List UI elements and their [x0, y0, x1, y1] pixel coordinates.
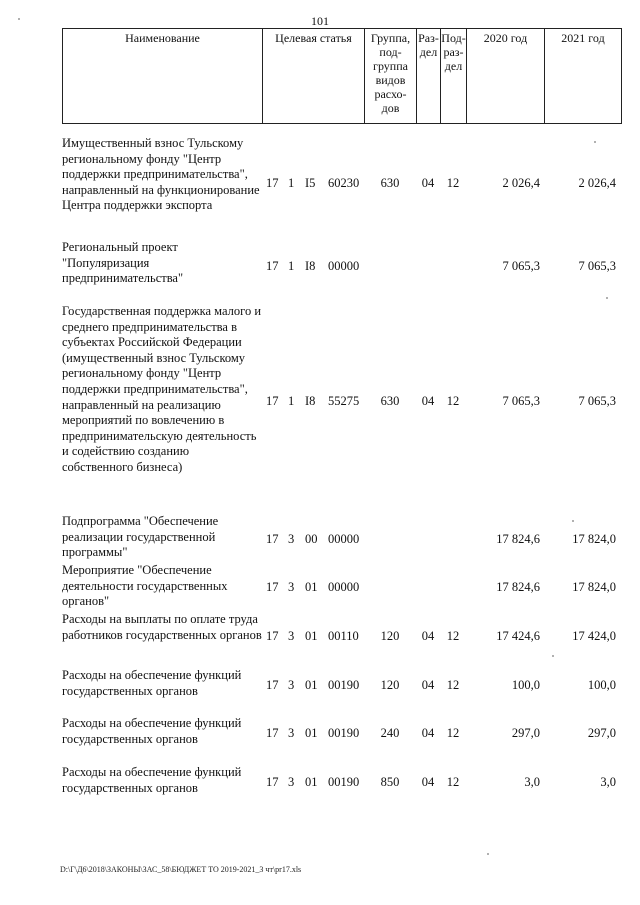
header-subsection: Под- раз- дел — [441, 29, 467, 123]
header-name: Наименование — [63, 29, 263, 123]
row-name: Расходы на выплаты по оплате труда работников государственных органов — [62, 612, 262, 642]
code-1: 17 — [266, 629, 279, 643]
row-name: Расходы на обеспечение функций государственных органов — [62, 765, 242, 795]
row-name: Имущественный взнос Тульскому региональному фонду "Центр поддержки предпринимательства", направленный на функционирование Центра поддержки экспорта — [62, 136, 260, 213]
code-1: 17 — [266, 394, 279, 408]
code-1: 17 — [266, 259, 279, 273]
header-section: Раз- дел — [417, 29, 441, 123]
subsection-code: 12 — [446, 726, 460, 740]
section-code: 04 — [421, 629, 435, 643]
scan-speck — [594, 141, 596, 143]
code-4: 00110 — [328, 629, 359, 643]
group-code: 630 — [380, 394, 400, 408]
code-4: 60230 — [328, 176, 360, 190]
code-4: 55275 — [328, 394, 360, 408]
code-3: 01 — [305, 726, 318, 740]
group-code: 120 — [380, 678, 400, 692]
amount-2021: 17 424,0 — [572, 629, 616, 643]
group-code: 630 — [380, 176, 400, 190]
amount-2021: 7 065,3 — [578, 394, 616, 408]
code-2: 3 — [288, 678, 295, 692]
row-name: Государственная поддержка малого и среднего предпринимательства в субъектах Российской Федерации (имущественный взнос Тульскому региональному фонду "Центр поддержки предпринимательства", направленный на реализацию мероприятий по вовлечению в предпринимательскую деятельность и содействию созданию собственного бизнеса) — [62, 304, 262, 474]
code-2: 3 — [288, 726, 295, 740]
row-name: Мероприятие "Обеспечение деятельности государственных органов" — [62, 563, 228, 609]
code-3: 01 — [305, 629, 318, 643]
header-group: Группа, под- группа видов расхо- дов — [365, 29, 417, 123]
amount-2020: 3,0 — [524, 775, 540, 789]
header-target-article: Целевая статья — [263, 29, 365, 123]
scan-speck — [606, 297, 608, 299]
code-1: 17 — [266, 775, 279, 789]
code-3: I8 — [305, 394, 316, 408]
code-4: 00190 — [328, 678, 360, 692]
amount-2020: 297,0 — [511, 726, 540, 740]
amount-2021: 297,0 — [587, 726, 616, 740]
code-1: 17 — [266, 678, 279, 692]
amount-2020: 17 424,6 — [496, 629, 540, 643]
code-1: 17 — [266, 580, 279, 594]
section-code: 04 — [421, 678, 435, 692]
code-4: 00000 — [328, 580, 360, 594]
amount-2021: 7 065,3 — [578, 259, 616, 273]
scan-speck — [552, 655, 554, 657]
file-path-footer: D:\Г\Д6\2018\ЗАКОНЫ\ЗАС_58\БЮДЖЕТ ТО 2019-2021_3 чт\pr17.xls — [60, 865, 302, 874]
amount-2020: 17 824,6 — [496, 532, 540, 546]
code-3: 01 — [305, 580, 318, 594]
code-2: 1 — [288, 259, 295, 273]
code-1: 17 — [266, 532, 279, 546]
code-2: 1 — [288, 394, 295, 408]
row-name: Расходы на обеспечение функций государственных органов — [62, 668, 242, 698]
subsection-code: 12 — [446, 176, 460, 190]
amount-2020: 7 065,3 — [502, 259, 540, 273]
row-name: Региональный проект "Популяризация предпринимательства" — [62, 240, 184, 286]
code-2: 3 — [288, 629, 295, 643]
subsection-code: 12 — [446, 394, 460, 408]
code-4: 00000 — [328, 532, 360, 546]
table-header — [62, 28, 622, 124]
code-2: 3 — [288, 580, 295, 594]
scan-speck — [572, 520, 574, 522]
amount-2021: 3,0 — [600, 775, 616, 789]
code-1: 17 — [266, 726, 279, 740]
code-3: 01 — [305, 678, 318, 692]
amount-2020: 7 065,3 — [502, 394, 540, 408]
amount-2021: 17 824,0 — [572, 532, 616, 546]
subsection-code: 12 — [446, 775, 460, 789]
code-2: 3 — [288, 775, 295, 789]
amount-2020: 2 026,4 — [502, 176, 540, 190]
row-name: Подпрограмма "Обеспечение реализации государственной программы" — [62, 514, 219, 560]
scan-speck — [18, 18, 20, 20]
group-code: 850 — [380, 775, 400, 789]
code-3: 01 — [305, 775, 318, 789]
section-code: 04 — [421, 176, 435, 190]
amount-2021: 100,0 — [587, 678, 616, 692]
code-3: 00 — [305, 532, 318, 546]
code-2: 3 — [288, 532, 295, 546]
section-code: 04 — [421, 726, 435, 740]
group-code: 120 — [380, 629, 400, 643]
header-2021: 2021 год — [561, 31, 605, 45]
page-number: 101 — [311, 14, 329, 28]
code-3: I5 — [305, 176, 316, 190]
scan-speck — [487, 853, 489, 855]
row-name: Расходы на обеспечение функций государственных органов — [62, 716, 242, 746]
amount-2020: 17 824,6 — [496, 580, 540, 594]
amount-2021: 2 026,4 — [578, 176, 616, 190]
header-2020: 2020 год — [467, 29, 545, 123]
amount-2020: 100,0 — [511, 678, 540, 692]
section-code: 04 — [421, 394, 435, 408]
code-3: I8 — [305, 259, 316, 273]
subsection-code: 12 — [446, 629, 460, 643]
code-4: 00190 — [328, 726, 360, 740]
code-4: 00000 — [328, 259, 360, 273]
code-2: 1 — [288, 176, 295, 190]
code-4: 00190 — [328, 775, 360, 789]
group-code: 240 — [380, 726, 400, 740]
subsection-code: 12 — [446, 678, 460, 692]
code-1: 17 — [266, 176, 279, 190]
amount-2021: 17 824,0 — [572, 580, 616, 594]
section-code: 04 — [421, 775, 435, 789]
